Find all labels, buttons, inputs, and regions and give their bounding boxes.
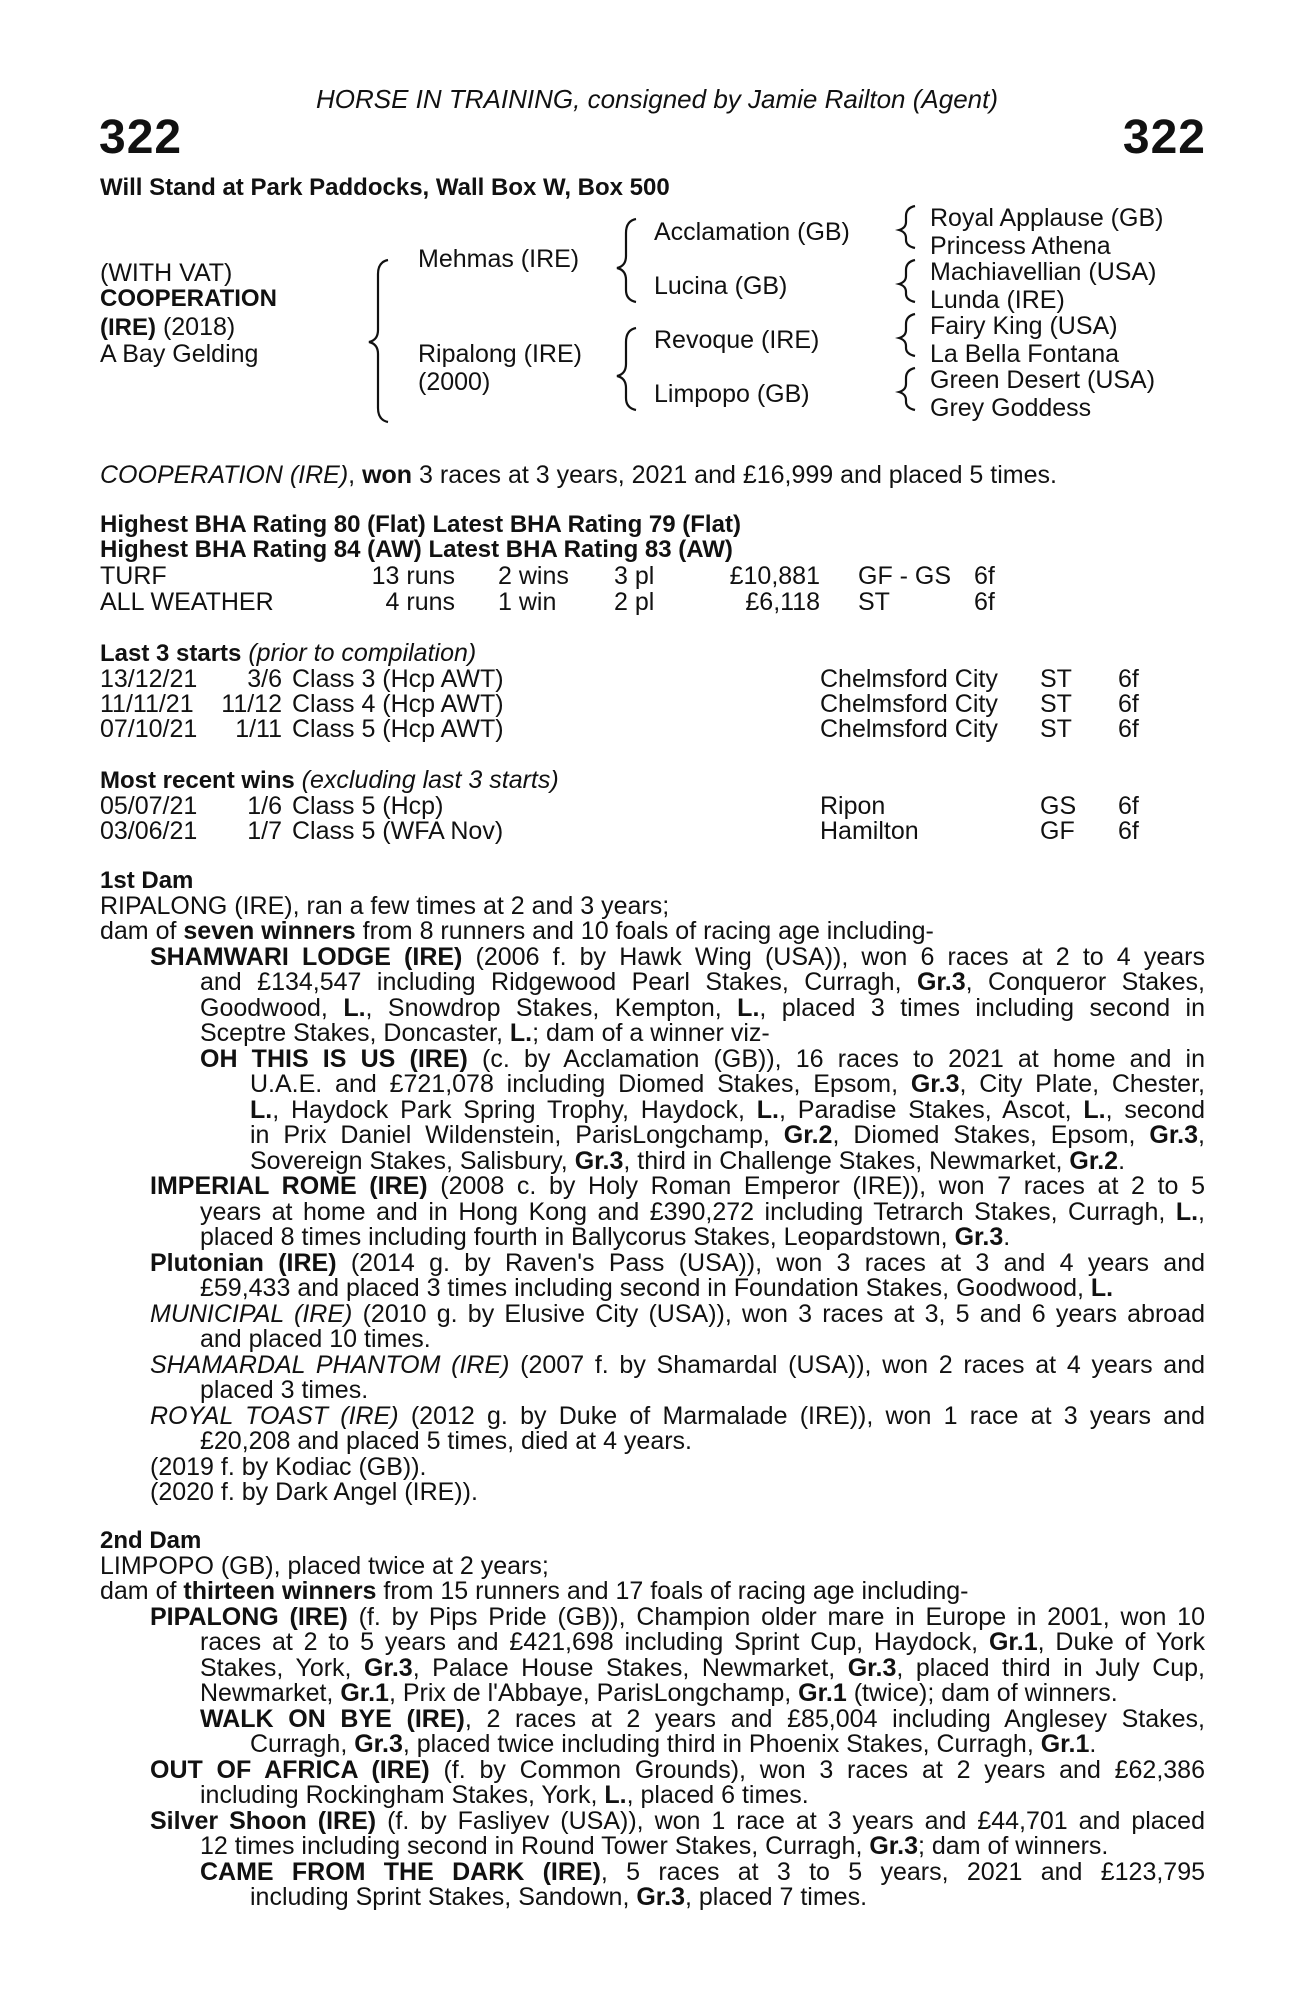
rating-row-money-2: £6,118	[745, 588, 820, 616]
progeny-line	[100, 1146, 1205, 1175]
text-fragment: .	[1089, 1730, 1097, 1758]
foal-2020: (2020 f. by Dark Angel (IRE)).	[150, 1478, 478, 1506]
last3-heading	[100, 640, 476, 667]
race-grade: Gr.3	[916, 968, 966, 996]
progeny-line	[100, 970, 1205, 996]
rating-row-surface-1: TURF	[100, 562, 167, 590]
recent-date-2: 03/06/21	[100, 817, 198, 845]
text-fragment: , Haydock Park Spring Trophy, Haydock,	[272, 1095, 757, 1124]
last3-dist-3: 6f	[1118, 715, 1139, 743]
race-grade: Gr.3	[910, 1070, 960, 1098]
progeny-line	[100, 1197, 1205, 1226]
first-dam-produce-line	[100, 919, 1205, 945]
text-fragment: £59,433 and placed 3 times including second in Foundation Stakes, Goodwood,	[200, 1274, 1091, 1302]
progeny-line	[100, 1276, 1205, 1302]
text-fragment: , placed twice including third in Phoenix Stakes, Curragh,	[402, 1730, 1041, 1758]
text-fragment: (2006 f. by Hawk Wing (USA)), won 6 races at 2 to 4 years	[462, 942, 1205, 971]
rating-row-wins-2: 1 win	[498, 588, 557, 616]
progeny-pipalong	[100, 1602, 1205, 1631]
pedigree-table	[0, 0, 1314, 440]
progeny-line	[100, 993, 1205, 1022]
race-grade: Gr.3	[354, 1730, 403, 1758]
progeny-shamardal-phantom	[100, 1350, 1205, 1379]
race-grade: L.	[1083, 1095, 1106, 1124]
text-fragment: (c. by Acclamation (GB)), 16 races to 2021 at home and in	[467, 1044, 1206, 1073]
last3-pos-1: 3/6	[247, 665, 282, 693]
last3-date-1: 13/12/21	[100, 665, 198, 693]
text-fragment: .	[1118, 1146, 1126, 1175]
sire-dam: Lucina (GB)	[654, 272, 788, 300]
text-fragment: from 15 runners and 17 foals of racing age including-	[376, 1577, 969, 1605]
progeny-name: IMPERIAL ROME (IRE)	[150, 1172, 428, 1200]
progeny-line: £20,208 and placed 5 times, died at 4 years.	[200, 1427, 692, 1455]
race-grade: Gr.1	[340, 1679, 389, 1707]
race-grade: Gr.3	[574, 1146, 624, 1175]
text-fragment: , City Plate, Chester,	[959, 1070, 1205, 1098]
ancestor-5: Fairy King (USA)	[930, 312, 1118, 340]
progeny-name: WALK ON BYE (IRE)	[200, 1704, 465, 1733]
recent-note: (excluding last 3 starts)	[294, 766, 559, 794]
last3-class-3: Class 5 (Hcp AWT)	[292, 715, 504, 743]
progeny-name: SHAMWARI LODGE (IRE)	[150, 942, 463, 971]
winners-count: thirteen winners	[183, 1577, 377, 1605]
race-grade: Gr.3	[636, 1883, 685, 1911]
text-fragment: dam of	[100, 1577, 184, 1605]
recent-course-2: Hamilton	[820, 817, 919, 845]
text-fragment: Curragh,	[250, 1730, 355, 1758]
recent-title: Most recent wins	[100, 767, 295, 794]
recent-course-1: Ripon	[820, 792, 886, 820]
progeny-came-from-the-dark	[100, 1857, 1206, 1886]
text-fragment: (2012 g. by Duke of Marmalade (IRE)), won 1 race at 3 years and	[398, 1401, 1205, 1430]
rating-row-going-1: GF - GS	[858, 562, 952, 590]
page-header: HORSE IN TRAINING, consigned by Jamie Railton (Agent)	[315, 84, 999, 114]
text-fragment: (twice); dam of winners.	[846, 1679, 1118, 1707]
text-fragment: , Duke of York	[1037, 1628, 1205, 1656]
text-fragment: (2010 g. by Elusive City (USA)), won 3 races at 3, 5 and 6 years abroad	[352, 1299, 1206, 1328]
race-grade: Gr.3	[869, 1832, 919, 1860]
second-dam-title: 2nd Dam	[100, 1527, 202, 1554]
recent-pos-1: 1/6	[247, 792, 282, 820]
rating-row-runs-2: 4 runs	[385, 588, 455, 616]
race-grade: Gr.2	[1069, 1146, 1119, 1175]
progeny-imperial-rome	[100, 1174, 1205, 1200]
text-fragment: , Palace House Stakes, Newmarket,	[412, 1653, 848, 1682]
text-fragment: 12 times including second in Round Tower Stakes, Curragh,	[200, 1832, 870, 1860]
recent-dist-2: 6f	[1118, 817, 1139, 845]
last3-going-2: ST	[1040, 690, 1072, 718]
progeny-walk-on-bye	[100, 1704, 1205, 1733]
last3-going-3: ST	[1040, 715, 1072, 743]
last3-dist-1: 6f	[1118, 665, 1139, 693]
progeny-line: and placed 10 times.	[200, 1325, 431, 1353]
progeny-name: Plutonian (IRE)	[150, 1248, 337, 1277]
recent-dist-1: 6f	[1118, 792, 1139, 820]
progeny-royal-toast	[100, 1401, 1205, 1430]
progeny-silver-shoon	[100, 1806, 1205, 1835]
progeny-line	[100, 1630, 1205, 1656]
ancestor-1: Royal Applause (GB)	[930, 204, 1164, 232]
rating-row-going-2: ST	[858, 588, 890, 616]
ancestor-4: Lunda (IRE)	[930, 286, 1065, 314]
recent-class-1: Class 5 (Hcp)	[292, 792, 444, 820]
last3-date-3: 07/10/21	[100, 715, 198, 743]
progeny-line	[100, 1681, 1205, 1707]
text-fragment: in Prix Daniel Wildenstein, ParisLongchamp,	[250, 1121, 784, 1149]
text-fragment: ,	[1198, 1197, 1205, 1226]
horse-year: (2018)	[156, 313, 236, 341]
progeny-name: OH THIS IS US (IRE)	[200, 1044, 468, 1073]
progeny-municipal	[100, 1299, 1206, 1328]
recent-class-2: Class 5 (WFA Nov)	[292, 817, 504, 845]
text-fragment: races at 2 to 5 years and £421,698 including Sprint Cup, Haydock,	[200, 1628, 989, 1656]
text-fragment: from 8 runners and 10 foals of racing age including-	[355, 917, 934, 945]
text-fragment: dam of	[100, 917, 184, 945]
race-grade: L.	[604, 1781, 627, 1809]
dam-sire: Revoque (IRE)	[654, 326, 820, 354]
last3-course-1: Chelmsford City	[820, 665, 998, 693]
progeny-name: CAME FROM THE DARK (IRE)	[200, 1857, 601, 1886]
text-fragment: , Paradise Stakes, Ascot,	[779, 1095, 1084, 1124]
progeny-name: Silver Shoon (IRE)	[150, 1806, 377, 1835]
progeny-name: OUT OF AFRICA (IRE)	[150, 1755, 430, 1784]
sire-sire: Acclamation (GB)	[654, 218, 850, 246]
text-fragment: years at home and in Hong Kong and £390,272 including Tetrarch Stakes, Curragh,	[200, 1197, 1176, 1226]
progeny-name: PIPALONG (IRE)	[150, 1602, 348, 1631]
foal-2019: (2019 f. by Kodiac (GB)).	[150, 1452, 427, 1481]
rating-row-money-1: £10,881	[729, 562, 820, 590]
summary-text: 3 races at 3 years, 2021 and £16,999 and placed 5 times.	[412, 461, 1057, 489]
rating-flat: Highest BHA Rating 80 (Flat) Latest BHA Rating 79 (Flat)	[100, 511, 741, 538]
text-fragment: (f. by Common Grounds), won 3 races at 2 years and £62,386	[429, 1755, 1205, 1784]
text-fragment: , Conqueror Stakes,	[965, 968, 1206, 996]
last3-pos-3: 1/11	[235, 715, 282, 743]
progeny-line	[100, 1072, 1205, 1098]
last3-dist-2: 6f	[1118, 690, 1139, 718]
progeny-line: placed 3 times.	[200, 1376, 369, 1404]
progeny-line	[100, 1834, 1205, 1860]
rating-row-dist-1: 6f	[974, 562, 995, 590]
last3-pos-2: 11/12	[221, 690, 282, 718]
last3-note: (prior to compilation)	[241, 639, 477, 667]
summary-horse-name: COOPERATION (IRE)	[100, 461, 349, 489]
race-grade: L.	[737, 993, 760, 1022]
text-fragment: Stakes, York,	[200, 1653, 365, 1682]
text-fragment: placed 8 times including fourth in Ballycorus Stakes, Leopardstown,	[200, 1223, 955, 1251]
ancestor-8: Grey Goddess	[930, 394, 1092, 422]
text-fragment: including Sprint Stakes, Sandown,	[250, 1883, 637, 1911]
progeny-line	[100, 1653, 1206, 1682]
second-dam-line: LIMPOPO (GB), placed twice at 2 years;	[100, 1551, 549, 1580]
lot-number-right: 322	[1122, 111, 1206, 164]
text-fragment: , placed 7 times.	[685, 1883, 868, 1911]
winners-count: seven winners	[183, 917, 356, 945]
text-fragment: (2014 g. by Raven's Pass (USA)), won 3 races at 3 and 4 years and	[336, 1248, 1206, 1277]
progeny-line	[100, 1021, 1205, 1047]
dam-dam: Limpopo (GB)	[654, 380, 810, 408]
text-fragment: .	[1003, 1223, 1011, 1251]
first-dam-title: 1st Dam	[100, 867, 194, 894]
vat-note: (WITH VAT)	[100, 259, 233, 287]
text-fragment: , placed 6 times.	[626, 1781, 809, 1809]
race-summary: COOPERATION (IRE), won 3 races at 3 years, 2021 and £16,999 and placed 5 times.	[100, 461, 1057, 489]
progeny-oh-this-is-us	[100, 1044, 1206, 1073]
stand-location: Will Stand at Park Paddocks, Wall Box W, Box 500	[100, 174, 670, 201]
progeny-line	[100, 1783, 1205, 1809]
progeny-line	[100, 1095, 1205, 1124]
race-grade: Gr.3	[1149, 1121, 1199, 1149]
horse-origin-line	[100, 314, 235, 341]
horse-country: (IRE)	[100, 314, 156, 341]
progeny-shamwari	[100, 942, 1205, 971]
race-grade: L.	[509, 1019, 533, 1047]
ancestor-6: La Bella Fontana	[930, 340, 1120, 368]
text-fragment: , Prix de l'Abbaye, ParisLongchamp,	[388, 1679, 799, 1707]
text-fragment: , second	[1105, 1095, 1205, 1124]
last3-going-1: ST	[1040, 665, 1072, 693]
ancestor-7: Green Desert (USA)	[930, 366, 1156, 394]
progeny-line	[100, 1123, 1205, 1149]
recent-going-2: GF	[1040, 817, 1075, 845]
recent-going-1: GS	[1040, 792, 1077, 820]
last3-course-3: Chelmsford City	[820, 715, 998, 743]
ancestor-2: Princess Athena	[930, 232, 1111, 260]
text-fragment: , 2 races at 2 years and £85,004 including Anglesey Stakes,	[464, 1704, 1205, 1733]
rating-aw: Highest BHA Rating 84 (AW) Latest BHA Rating 83 (AW)	[100, 536, 733, 563]
last3-class-1: Class 3 (Hcp AWT)	[292, 665, 504, 693]
text-fragment: (2008 c. by Holy Roman Emperor (IRE)), won 7 races at 2 to 5	[427, 1172, 1205, 1200]
text-fragment: including Rockingham Stakes, York,	[200, 1781, 605, 1809]
second-dam-section	[100, 1528, 1205, 1911]
progeny-line	[100, 1885, 1205, 1911]
race-grade: L.	[1175, 1197, 1199, 1226]
last3-course-2: Chelmsford City	[820, 690, 998, 718]
rating-row-dist-2: 6f	[974, 588, 995, 616]
rating-row-runs-1: 13 runs	[371, 562, 455, 590]
race-grade: L.	[250, 1095, 273, 1124]
progeny-out-of-africa	[100, 1755, 1205, 1784]
text-fragment: ,	[1198, 1121, 1205, 1149]
race-grade: Gr.1	[1040, 1730, 1090, 1758]
race-grade: Gr.1	[798, 1679, 847, 1707]
text-fragment: , placed third in July Cup,	[896, 1653, 1206, 1682]
text-fragment: U.A.E. and £721,078 including Diomed Stakes, Epsom,	[250, 1070, 911, 1098]
sire: Mehmas (IRE)	[418, 245, 580, 273]
race-grade: Gr.3	[954, 1223, 1004, 1251]
lot-number-left: 322	[99, 111, 183, 164]
first-dam-section	[100, 868, 1205, 1506]
text-fragment: Sovereign Stakes, Salisbury,	[250, 1146, 575, 1175]
race-grade: Gr.3	[364, 1653, 413, 1682]
progeny-name: SHAMARDAL PHANTOM (IRE)	[150, 1350, 510, 1379]
progeny-line	[100, 1732, 1205, 1758]
rating-row-pl-1: 3 pl	[614, 562, 655, 590]
text-fragment: and £134,547 including Ridgewood Pearl Stakes, Curragh,	[200, 968, 917, 996]
recent-date-1: 05/07/21	[100, 792, 198, 820]
progeny-name: MUNICIPAL (IRE)	[150, 1299, 353, 1328]
text-fragment: (f. by Fasliyev (USA)), won 1 race at 3 years and £44,701 and placed	[376, 1806, 1205, 1835]
last3-class-2: Class 4 (Hcp AWT)	[292, 690, 504, 718]
second-dam-produce-line	[100, 1579, 1205, 1605]
text-fragment: (2007 f. by Shamardal (USA)), won 2 races at 4 years and	[509, 1350, 1205, 1379]
race-grade: L.	[343, 993, 366, 1022]
rating-row-surface-2: ALL WEATHER	[100, 588, 274, 616]
text-fragment: (f. by Pips Pride (GB)), Champion older mare in Europe in 2001, won 10	[347, 1602, 1205, 1631]
race-grade: Gr.3	[847, 1653, 897, 1682]
first-dam-line: RIPALONG (IRE), ran a few times at 2 and 3 years;	[100, 891, 670, 920]
progeny-line	[100, 1225, 1205, 1251]
progeny-name: ROYAL TOAST (IRE)	[150, 1401, 399, 1430]
text-fragment: , third in Challenge Stakes, Newmarket,	[623, 1146, 1070, 1175]
recent-wins-heading	[100, 767, 559, 794]
horse-description: A Bay Gelding	[100, 340, 259, 368]
last3-date-2: 11/11/21	[100, 690, 194, 718]
race-grade: Gr.2	[783, 1121, 833, 1149]
rating-row-wins-1: 2 wins	[498, 562, 569, 590]
text-fragment: , Snowdrop Stakes, Kempton,	[365, 993, 738, 1022]
horse-name: COOPERATION	[100, 285, 277, 312]
race-grade: L.	[1090, 1274, 1114, 1302]
last3-title: Last 3 starts	[100, 640, 242, 667]
text-fragment: , 5 races at 3 to 5 years, 2021 and £123,795	[600, 1857, 1206, 1886]
summary-won: won	[362, 461, 413, 489]
rating-row-pl-2: 2 pl	[614, 588, 655, 616]
recent-pos-2: 1/7	[247, 817, 282, 845]
race-grade: Gr.1	[988, 1628, 1038, 1656]
race-grade: L.	[756, 1095, 779, 1124]
text-fragment: , placed 3 times including second in	[759, 993, 1205, 1022]
text-fragment: Newmarket,	[200, 1679, 341, 1707]
dam: Ripalong (IRE)	[418, 340, 582, 368]
text-fragment: Sceptre Stakes, Doncaster,	[200, 1019, 510, 1047]
text-fragment: Goodwood,	[200, 993, 344, 1022]
text-fragment: , Diomed Stakes, Epsom,	[832, 1121, 1150, 1149]
progeny-plutonian	[100, 1248, 1206, 1277]
text-fragment: ; dam of winners.	[918, 1832, 1109, 1860]
ancestor-3: Machiavellian (USA)	[930, 258, 1157, 286]
text-fragment: ; dam of a winner viz-	[532, 1019, 770, 1047]
dam-year: (2000)	[418, 368, 491, 396]
